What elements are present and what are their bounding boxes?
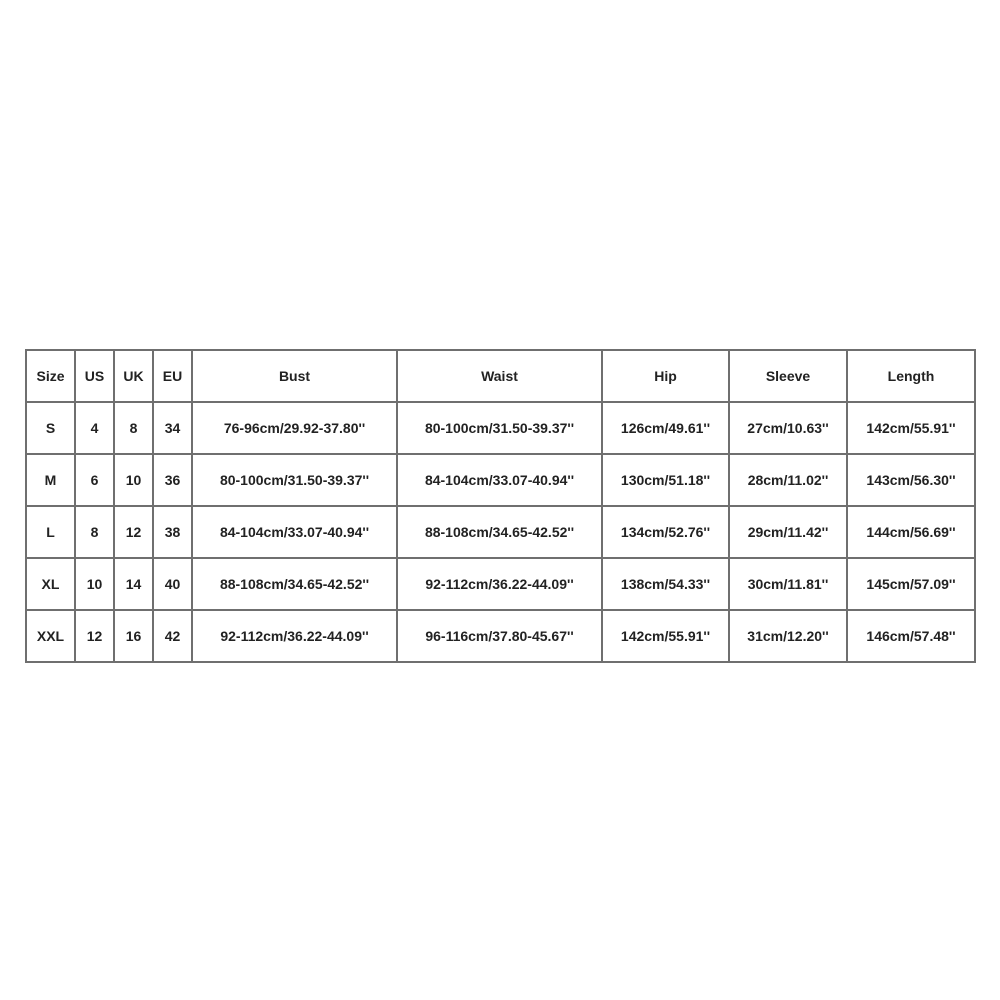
- header-size: Size: [26, 350, 75, 402]
- header-length: Length: [847, 350, 975, 402]
- cell-eu: 38: [153, 506, 192, 558]
- cell-eu: 36: [153, 454, 192, 506]
- cell-hip: 138cm/54.33'': [602, 558, 729, 610]
- cell-bust: 80-100cm/31.50-39.37'': [192, 454, 397, 506]
- cell-bust: 88-108cm/34.65-42.52'': [192, 558, 397, 610]
- header-bust: Bust: [192, 350, 397, 402]
- table-header-row: [26, 350, 975, 402]
- cell-sleeve: 28cm/11.02'': [729, 454, 847, 506]
- cell-size: M: [26, 454, 75, 506]
- cell-size: L: [26, 506, 75, 558]
- header-uk: UK: [114, 350, 153, 402]
- header-sleeve: Sleeve: [729, 350, 847, 402]
- cell-eu: 34: [153, 402, 192, 454]
- table-row: [26, 402, 975, 454]
- cell-waist: 80-100cm/31.50-39.37'': [397, 402, 602, 454]
- cell-length: 145cm/57.09'': [847, 558, 975, 610]
- cell-hip: 126cm/49.61'': [602, 402, 729, 454]
- cell-size: XXL: [26, 610, 75, 662]
- cell-eu: 40: [153, 558, 192, 610]
- table-row: [26, 454, 975, 506]
- cell-waist: 88-108cm/34.65-42.52'': [397, 506, 602, 558]
- cell-uk: 14: [114, 558, 153, 610]
- cell-length: 142cm/55.91'': [847, 402, 975, 454]
- cell-sleeve: 27cm/10.63'': [729, 402, 847, 454]
- cell-hip: 130cm/51.18'': [602, 454, 729, 506]
- cell-uk: 12: [114, 506, 153, 558]
- cell-hip: 142cm/55.91'': [602, 610, 729, 662]
- cell-uk: 8: [114, 402, 153, 454]
- cell-sleeve: 30cm/11.81'': [729, 558, 847, 610]
- cell-us: 6: [75, 454, 114, 506]
- header-eu: EU: [153, 350, 192, 402]
- table-row: [26, 506, 975, 558]
- cell-hip: 134cm/52.76'': [602, 506, 729, 558]
- cell-us: 4: [75, 402, 114, 454]
- cell-size: S: [26, 402, 75, 454]
- header-hip: Hip: [602, 350, 729, 402]
- cell-size: XL: [26, 558, 75, 610]
- cell-bust: 84-104cm/33.07-40.94'': [192, 506, 397, 558]
- cell-waist: 92-112cm/36.22-44.09'': [397, 558, 602, 610]
- cell-sleeve: 31cm/12.20'': [729, 610, 847, 662]
- cell-uk: 10: [114, 454, 153, 506]
- cell-us: 12: [75, 610, 114, 662]
- size-chart-table: [25, 349, 976, 663]
- cell-length: 143cm/56.30'': [847, 454, 975, 506]
- table-row: [26, 558, 975, 610]
- cell-bust: 76-96cm/29.92-37.80'': [192, 402, 397, 454]
- cell-length: 146cm/57.48'': [847, 610, 975, 662]
- cell-uk: 16: [114, 610, 153, 662]
- cell-waist: 96-116cm/37.80-45.67'': [397, 610, 602, 662]
- cell-us: 8: [75, 506, 114, 558]
- cell-bust: 92-112cm/36.22-44.09'': [192, 610, 397, 662]
- cell-eu: 42: [153, 610, 192, 662]
- table-row: [26, 610, 975, 662]
- cell-sleeve: 29cm/11.42'': [729, 506, 847, 558]
- cell-waist: 84-104cm/33.07-40.94'': [397, 454, 602, 506]
- header-us: US: [75, 350, 114, 402]
- cell-length: 144cm/56.69'': [847, 506, 975, 558]
- header-waist: Waist: [397, 350, 602, 402]
- cell-us: 10: [75, 558, 114, 610]
